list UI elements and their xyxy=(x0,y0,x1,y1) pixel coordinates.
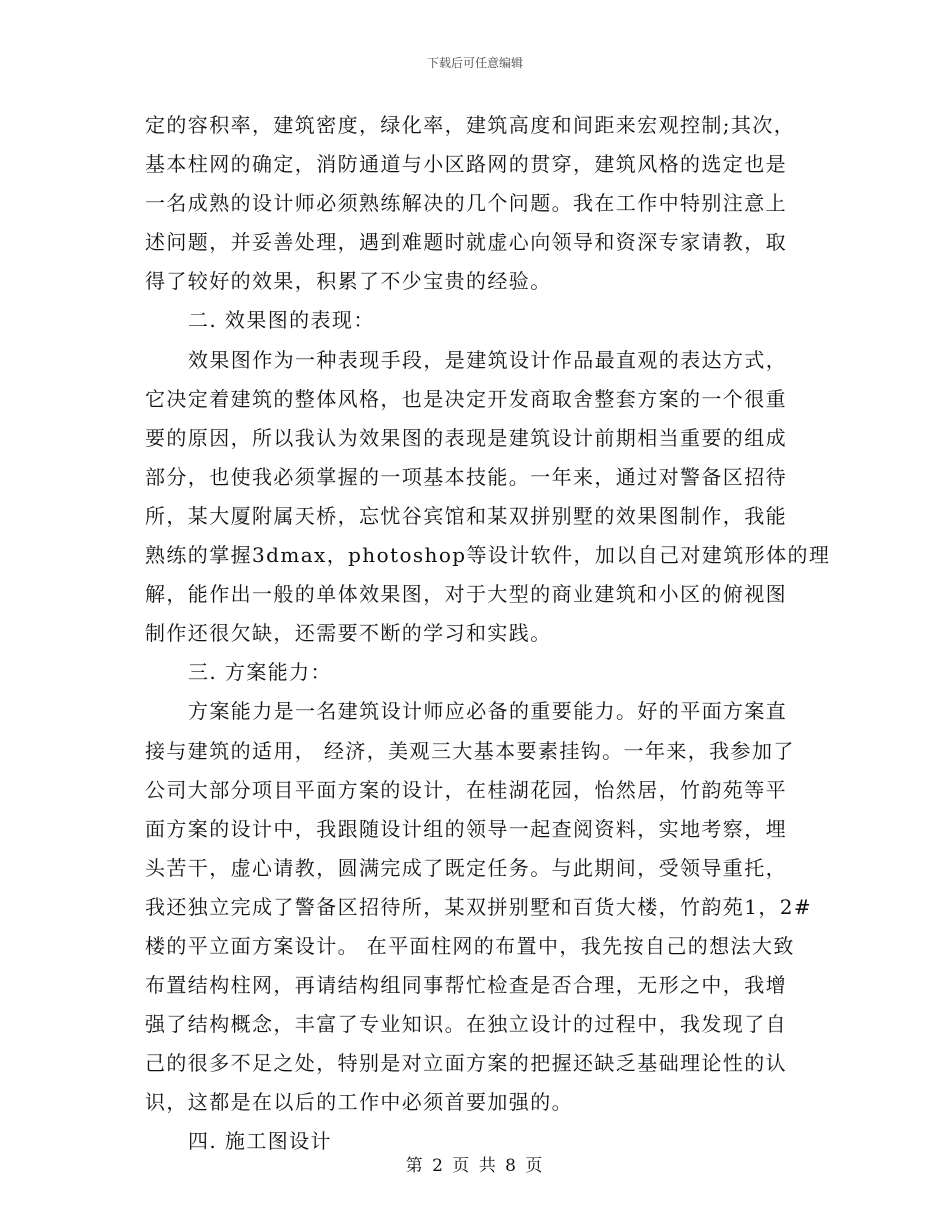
section-heading: 三. 方案能力： xyxy=(188,660,332,685)
body-line: 所，某大厦附属天桥，忘忧谷宾馆和某双拼别墅的效果图制作，我能 xyxy=(145,503,787,528)
body-line: 述问题，并妥善处理，遇到难题时就虚心向领导和资深专家请教，取 xyxy=(145,230,787,255)
page-number: 第 2 页 共 8 页 xyxy=(405,1156,545,1176)
section-heading: 二. 效果图的表现： xyxy=(188,308,375,333)
body-line: 要的原因，所以我认为效果图的表现是建筑设计前期相当重要的组成 xyxy=(145,425,787,450)
body-line: 布置结构柱网，再请结构组同事帮忙检查是否合理，无形之中，我增 xyxy=(145,973,787,998)
body-line: 公司大部分项目平面方案的设计，在桂湖花园，怡然居，竹韵苑等平 xyxy=(145,777,787,802)
body-line: 得了较好的效果，积累了不少宝贵的经验。 xyxy=(145,269,552,294)
paragraph-first-line: 方案能力是一名建筑设计师应必备的重要能力。好的平面方案直 xyxy=(188,699,788,724)
body-line: 头苦干，虚心请教，圆满完成了既定任务。与此期间，受领导重托， xyxy=(145,855,787,880)
body-line: 基本柱网的确定，消防通道与小区路网的贯穿，建筑风格的选定也是 xyxy=(145,152,787,177)
body-line: 己的很多不足之处，特别是对立面方案的把握还缺乏基础理论性的认 xyxy=(145,1051,787,1076)
body-line: 部分，也使我必须掌握的一项基本技能。一年来，通过对警备区招待 xyxy=(145,464,787,489)
document-body xyxy=(145,106,831,1162)
body-line: 熟练的掌握3dmax，photoshop等设计软件，加以自己对建筑形体的理 xyxy=(145,543,831,568)
body-line: 解，能作出一般的单体效果图，对于大型的商业建筑和小区的俯视图 xyxy=(145,582,787,607)
body-line: 接与建筑的适用， 经济，美观三大基本要素挂钩。一年来，我参加了 xyxy=(145,738,795,763)
page-header: 下载后可任意编辑 xyxy=(426,56,523,70)
body-line: 面方案的设计中，我跟随设计组的领导一起查阅资料，实地考察，埋 xyxy=(145,816,787,841)
paragraph-first-line: 效果图作为一种表现手段，是建筑设计作品最直观的表达方式， xyxy=(188,347,788,372)
body-line: 一名成熟的设计师必须熟练解决的几个问题。我在工作中特别注意上 xyxy=(145,191,787,216)
body-line: 它决定着建筑的整体风格，也是决定开发商取舍整套方案的一个很重 xyxy=(145,386,787,411)
body-line: 楼的平立面方案设计。 在平面柱网的布置中，我先按自己的想法大致 xyxy=(145,933,795,958)
body-line: 强了结构概念，丰富了专业知识。在独立设计的过程中，我发现了自 xyxy=(145,1012,787,1037)
body-line: 制作还很欠缺，还需要不断的学习和实践。 xyxy=(145,621,552,646)
section-heading: 四. 施工图设计 xyxy=(188,1129,332,1154)
body-line: 识，这都是在以后的工作中必须首要加强的。 xyxy=(145,1090,573,1115)
body-line: 我还独立完成了警备区招待所，某双拼别墅和百货大楼，竹韵苑1，2# xyxy=(145,894,813,919)
body-line: 定的容积率，建筑密度，绿化率，建筑高度和间距来宏观控制;其次， xyxy=(145,113,796,137)
